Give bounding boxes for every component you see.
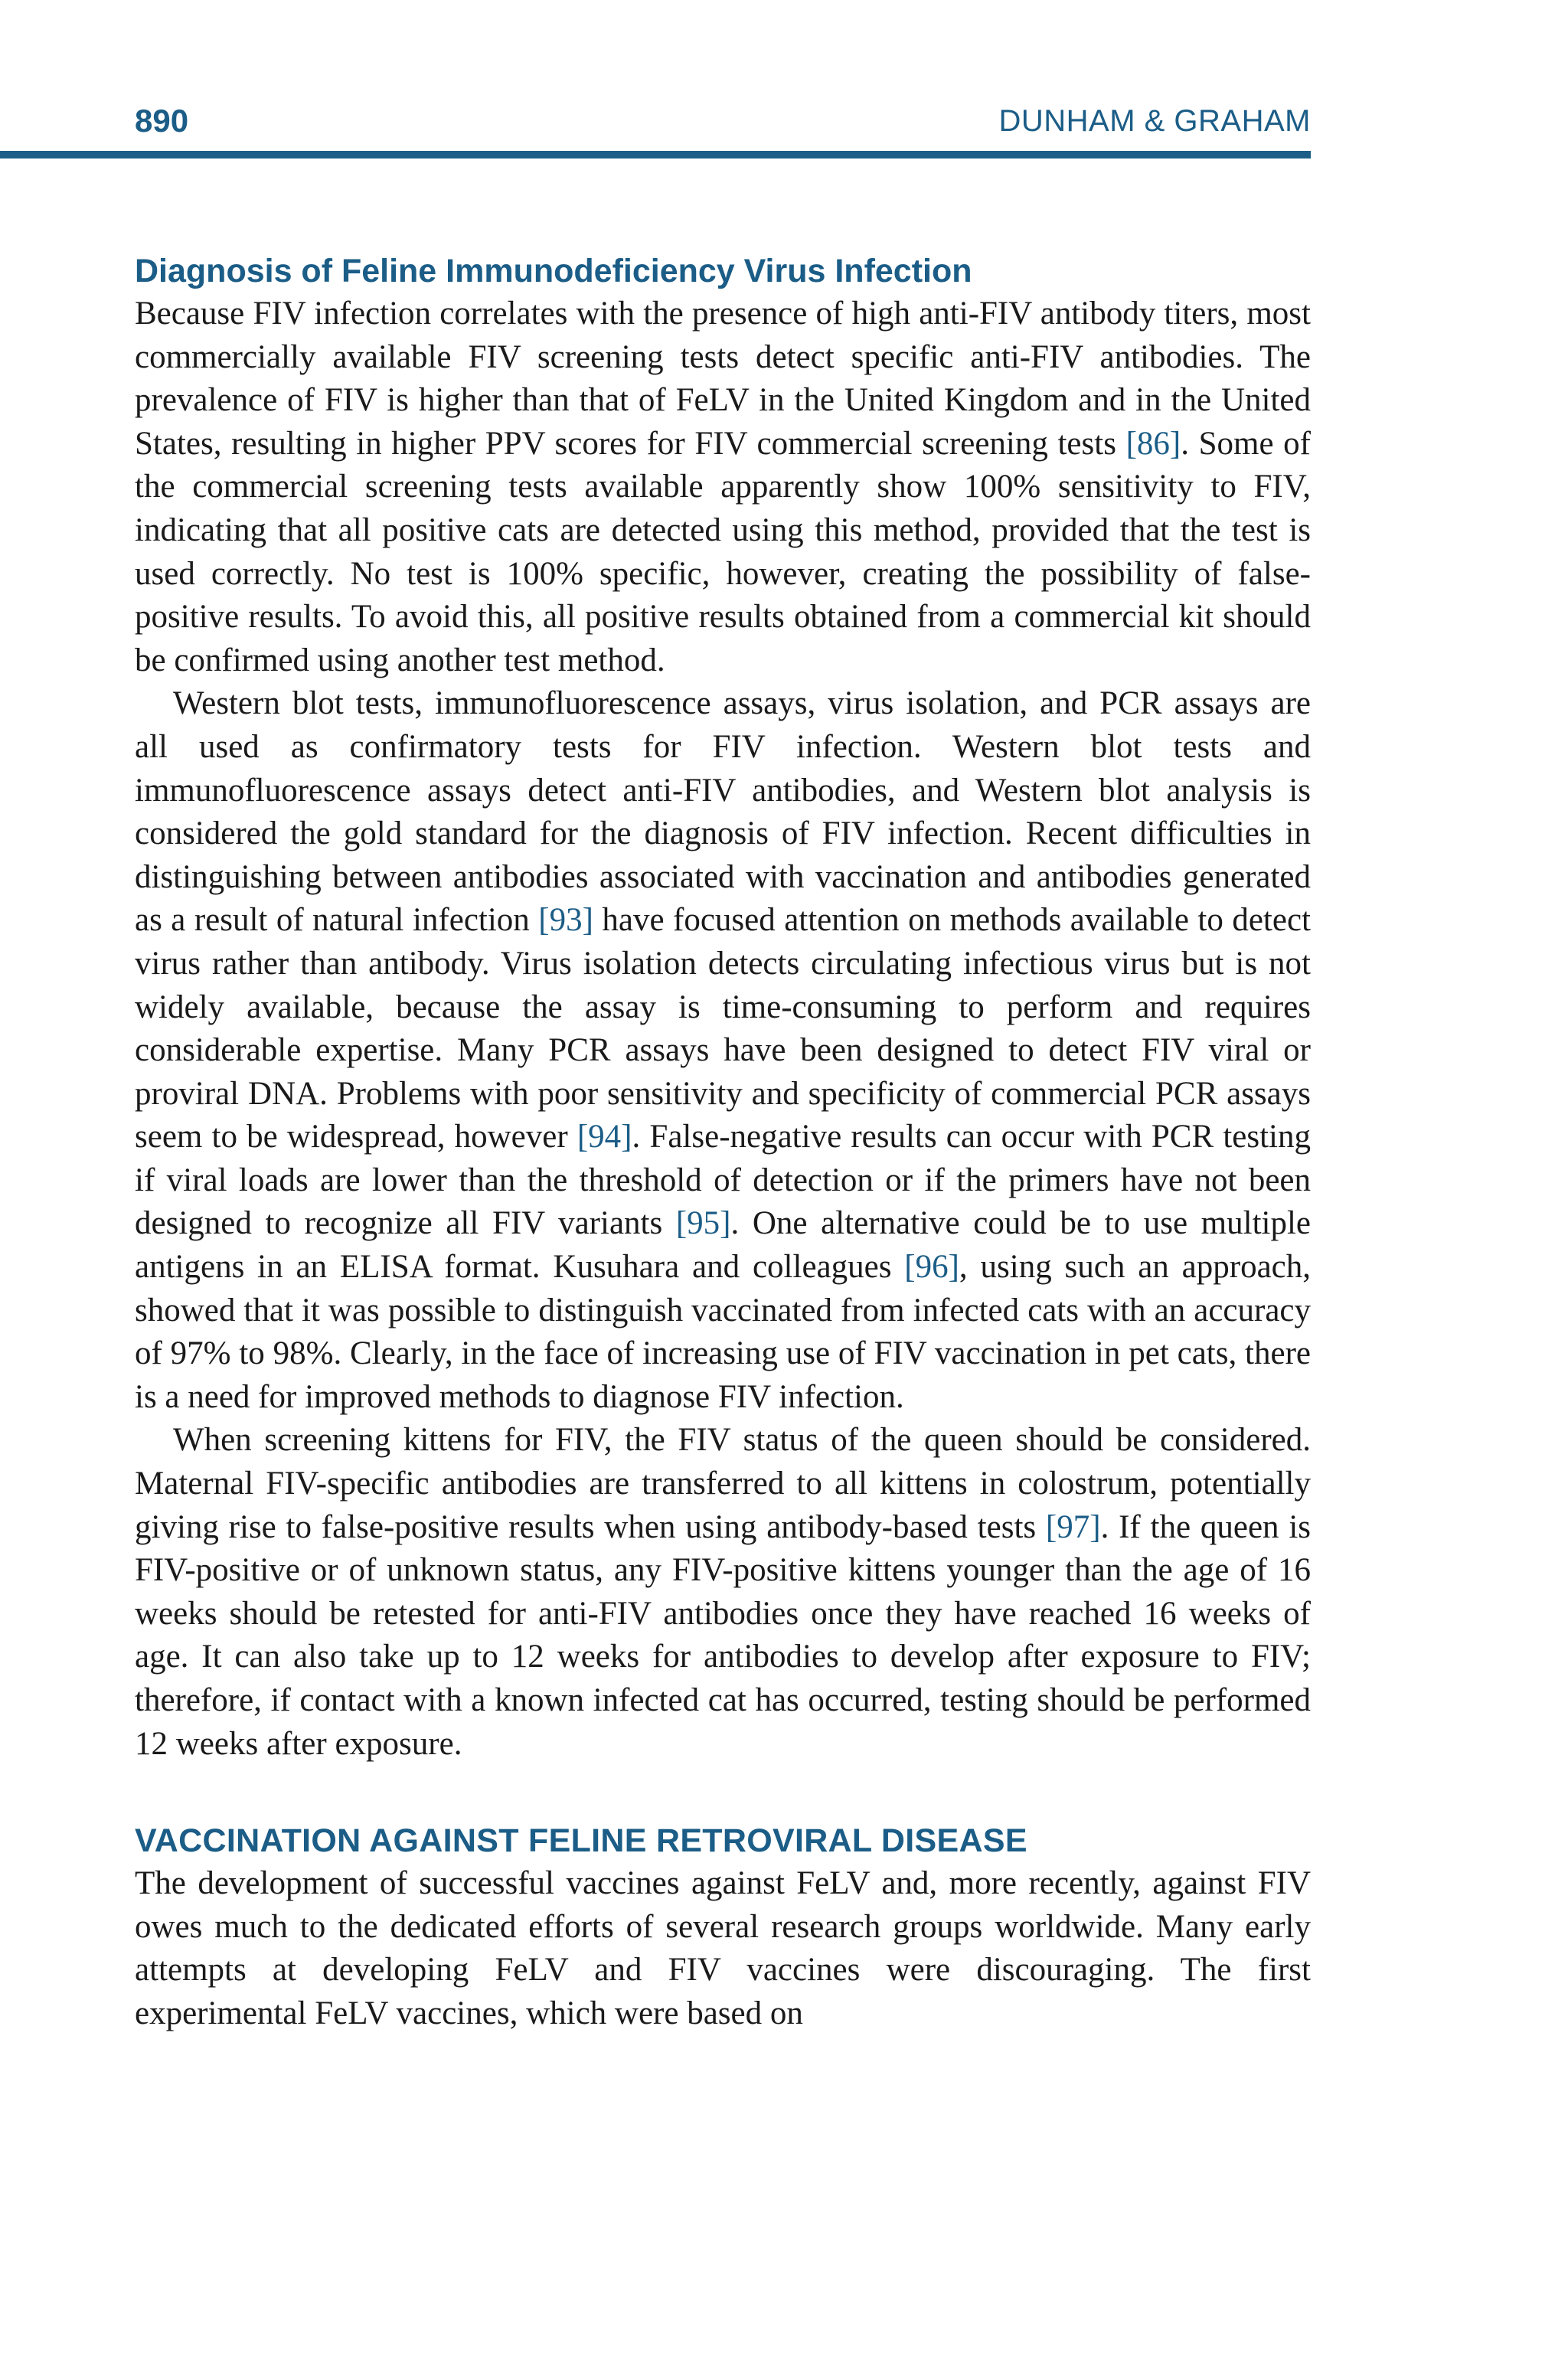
running-head: DUNHAM & GRAHAM <box>998 104 1311 138</box>
text-run: Because FIV infection correlates with the presence of high anti-FIV antibody titers, most commercially available FIV screening tests detect specific anti-FIV antibodies. The prevalence of FIV is higher than that of FeLV in the United Kingdom and in the United States, resulting in higher PPV scores for FIV commercial screening tests <box>135 296 1311 462</box>
citation-link[interactable]: [94] <box>577 1119 632 1155</box>
text-run: have focused attention on methods available to detect virus rather than antibody. Virus isolation detects circulating infectious virus but is not widely available, because the assay is time-consuming to perform and requires considerable expertise. Many PCR assays have been designed to detect FIV viral or proviral DNA. Problems with poor sensitivity and specificity of commercial PCR assays seem to be widespread, however <box>135 902 1311 1155</box>
page-header <box>135 98 1311 144</box>
paragraph-kitten-screening <box>135 1419 1311 1766</box>
article-body <box>135 250 1311 2036</box>
citation-link[interactable]: [95] <box>675 1205 731 1242</box>
text-run: When screening kittens for FIV, the FIV status of the queen should be considered. Maternal FIV-specific antibodies are transferred to all kittens in colostrum, potentially giving rise to false-positive results when using antibody-based tests <box>135 1422 1311 1545</box>
text-run: . One alternative could be to use multiple antigens in an ELISA format. Kusuhara and colleagues <box>135 1205 1311 1286</box>
paragraph-vaccine-development: The development of successful vaccines against FeLV and, more recently, against FIV owes much to the dedicated efforts of several research groups worldwide. Many early attempts at developing FeLV and FIV vaccines were discouraging. The first experimental FeLV vaccines, which were based on <box>135 1865 1311 2031</box>
paragraph-confirmatory-tests <box>135 682 1311 1419</box>
text-run: , using such an approach, showed that it was possible to distinguish vaccinated from infected cats with an accuracy of 97% to 98%. Clearly, in the face of increasing use of FIV vaccination in pet cats, there is a need for improved methods to diagnose FIV infection. <box>135 1249 1311 1415</box>
citation-link[interactable]: [86] <box>1125 425 1181 462</box>
text-run: . False-negative results can occur with PCR testing if viral loads are lower than the threshold of detection or if the primers have not been designed to recognize all FIV variants <box>135 1119 1311 1242</box>
paragraph-fiv-screening <box>135 292 1311 682</box>
header-rule <box>0 151 1311 159</box>
citation-link[interactable]: [96] <box>904 1249 959 1286</box>
subsection-title: Diagnosis of Feline Immunodeficiency Virus Infection <box>135 253 972 289</box>
section-title: VACCINATION AGAINST FELINE RETROVIRAL DISEASE <box>135 1822 1027 1860</box>
text-run: Western blot tests, immunofluorescence assays, virus isolation, and PCR assays are all used as confirmatory tests for FIV infection. Western blot tests and immunofluorescence assays detect anti-FIV antibodies, and Western blot analysis is considered the gold standard for the diagnosis of FIV infection. Recent difficulties in distinguishing between antibodies associated with vaccination and antibodies generated as a result of natural infection <box>135 685 1311 939</box>
text-run: . If the queen is FIV-positive or of unknown status, any FIV-positive kittens younger than the age of 16 weeks should be retested for anti-FIV antibodies once they have reached 16 weeks of age. It can also take up to 12 weeks for antibodies to develop after exposure to FIV; therefore, if contact with a known infected cat has occurred, testing should be performed 12 weeks after exposure. <box>135 1508 1311 1762</box>
text-run: . Some of the commercial screening tests available apparently show 100% sensitivity to FIV, indicating that all positive cats are detected using this method, provided that the test is used correctly. No test is 100% specific, however, creating the possibility of false-positive results. To avoid this, all positive results obtained from a commercial kit should be confirmed using another test method. <box>135 425 1311 678</box>
citation-link[interactable]: [97] <box>1045 1508 1101 1545</box>
citation-link[interactable]: [93] <box>538 902 593 939</box>
page-number: 890 <box>135 103 189 139</box>
